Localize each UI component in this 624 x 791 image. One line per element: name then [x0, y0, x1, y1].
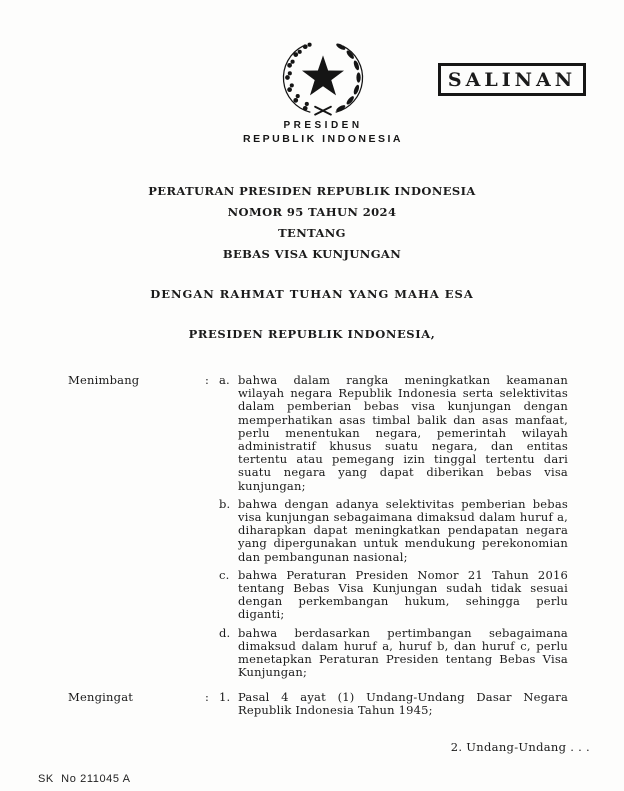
item-text: bahwa berdasarkan pertimbangan sebagaimana dimaksud dalam huruf a, huruf b, dan huruf c, perlu menetapkan Peraturan Presiden tentang Bebas Visa Kunjungan;: [238, 625, 568, 680]
considering-item-c: [219, 569, 568, 622]
considering-items: [219, 374, 568, 679]
regulation-subject: BEBAS VISA KUNJUNGAN: [222, 247, 402, 261]
recalling-item-1: [219, 691, 568, 717]
recalling-label: Mengingat: [68, 690, 134, 704]
item-text: bahwa Peraturan Presiden Nomor 21 Tahun 2016 tentang Bebas Visa Kunjungan sudah tidak sesuai dengan perkembangan hukum, sehingga perlu diganti;: [238, 567, 568, 622]
item-marker: d.: [219, 625, 231, 640]
considering-section: [68, 374, 568, 679]
invocation-line: DENGAN RAHMAT TUHAN YANG MAHA ESA: [150, 287, 474, 301]
letterhead-caption-line2: REPUBLIK INDONESIA: [243, 133, 403, 145]
recalling-colon: :: [205, 690, 210, 704]
considering-label: Menimbang: [68, 373, 140, 387]
recalling-items: [219, 691, 568, 717]
item-marker: b.: [219, 496, 231, 511]
presidential-seal-icon: [275, 38, 371, 117]
considering-colon: :: [205, 373, 210, 387]
item-marker: 1.: [219, 690, 231, 704]
item-text: Pasal 4 ayat (1) Undang-Undang Dasar Negara Republik Indonesia Tahun 1945;: [238, 690, 568, 718]
letterhead-caption: [243, 120, 403, 145]
regulation-tentang: TENTANG: [278, 226, 346, 240]
letterhead-caption-line1: PRESIDEN: [283, 120, 363, 131]
issuer-line: PRESIDEN REPUBLIK INDONESIA,: [188, 327, 436, 341]
doc-code: SK No 211045 A: [38, 773, 131, 785]
considering-item-d: [219, 627, 568, 680]
item-text: bahwa dalam rangka meningkatkan keamanan wilayah negara Republik Indonesia serta selektivitas dalam pemberian bebas visa kunjungan dengan memperhatikan asas timbal balik dan asas manfaat, perlu menentukan negara, pemerintah wilayah administratif khusus suatu negara, dan entitas tertentu atau pemegang izin tinggal tertentu dari suatu negara yang dapat diberikan bebas visa kunjungan;: [238, 373, 568, 493]
item-marker: a.: [219, 373, 230, 387]
regulation-number: NOMOR 95 TAHUN 2024: [227, 205, 397, 219]
salinan-stamp-label: SALINAN: [447, 68, 577, 91]
regulation-title: [0, 181, 624, 265]
considering-item-b: [219, 498, 568, 564]
catchword: 2. Undang-Undang . . .: [450, 740, 590, 754]
item-marker: c.: [219, 567, 230, 582]
regulation-title-line1: PERATURAN PRESIDEN REPUBLIK INDONESIA: [148, 184, 476, 198]
item-text: bahwa dengan adanya selektivitas pemberian bebas visa kunjungan sebagaimana dimaksud dalam huruf a, diharapkan dapat meningkatkan pendapatan negara yang dipergunakan untuk mendukung perekonomian dan pembangunan nasional;: [238, 496, 568, 564]
salinan-stamp: [438, 63, 586, 96]
recalling-section: [68, 691, 568, 717]
considering-item-a: [219, 374, 568, 493]
